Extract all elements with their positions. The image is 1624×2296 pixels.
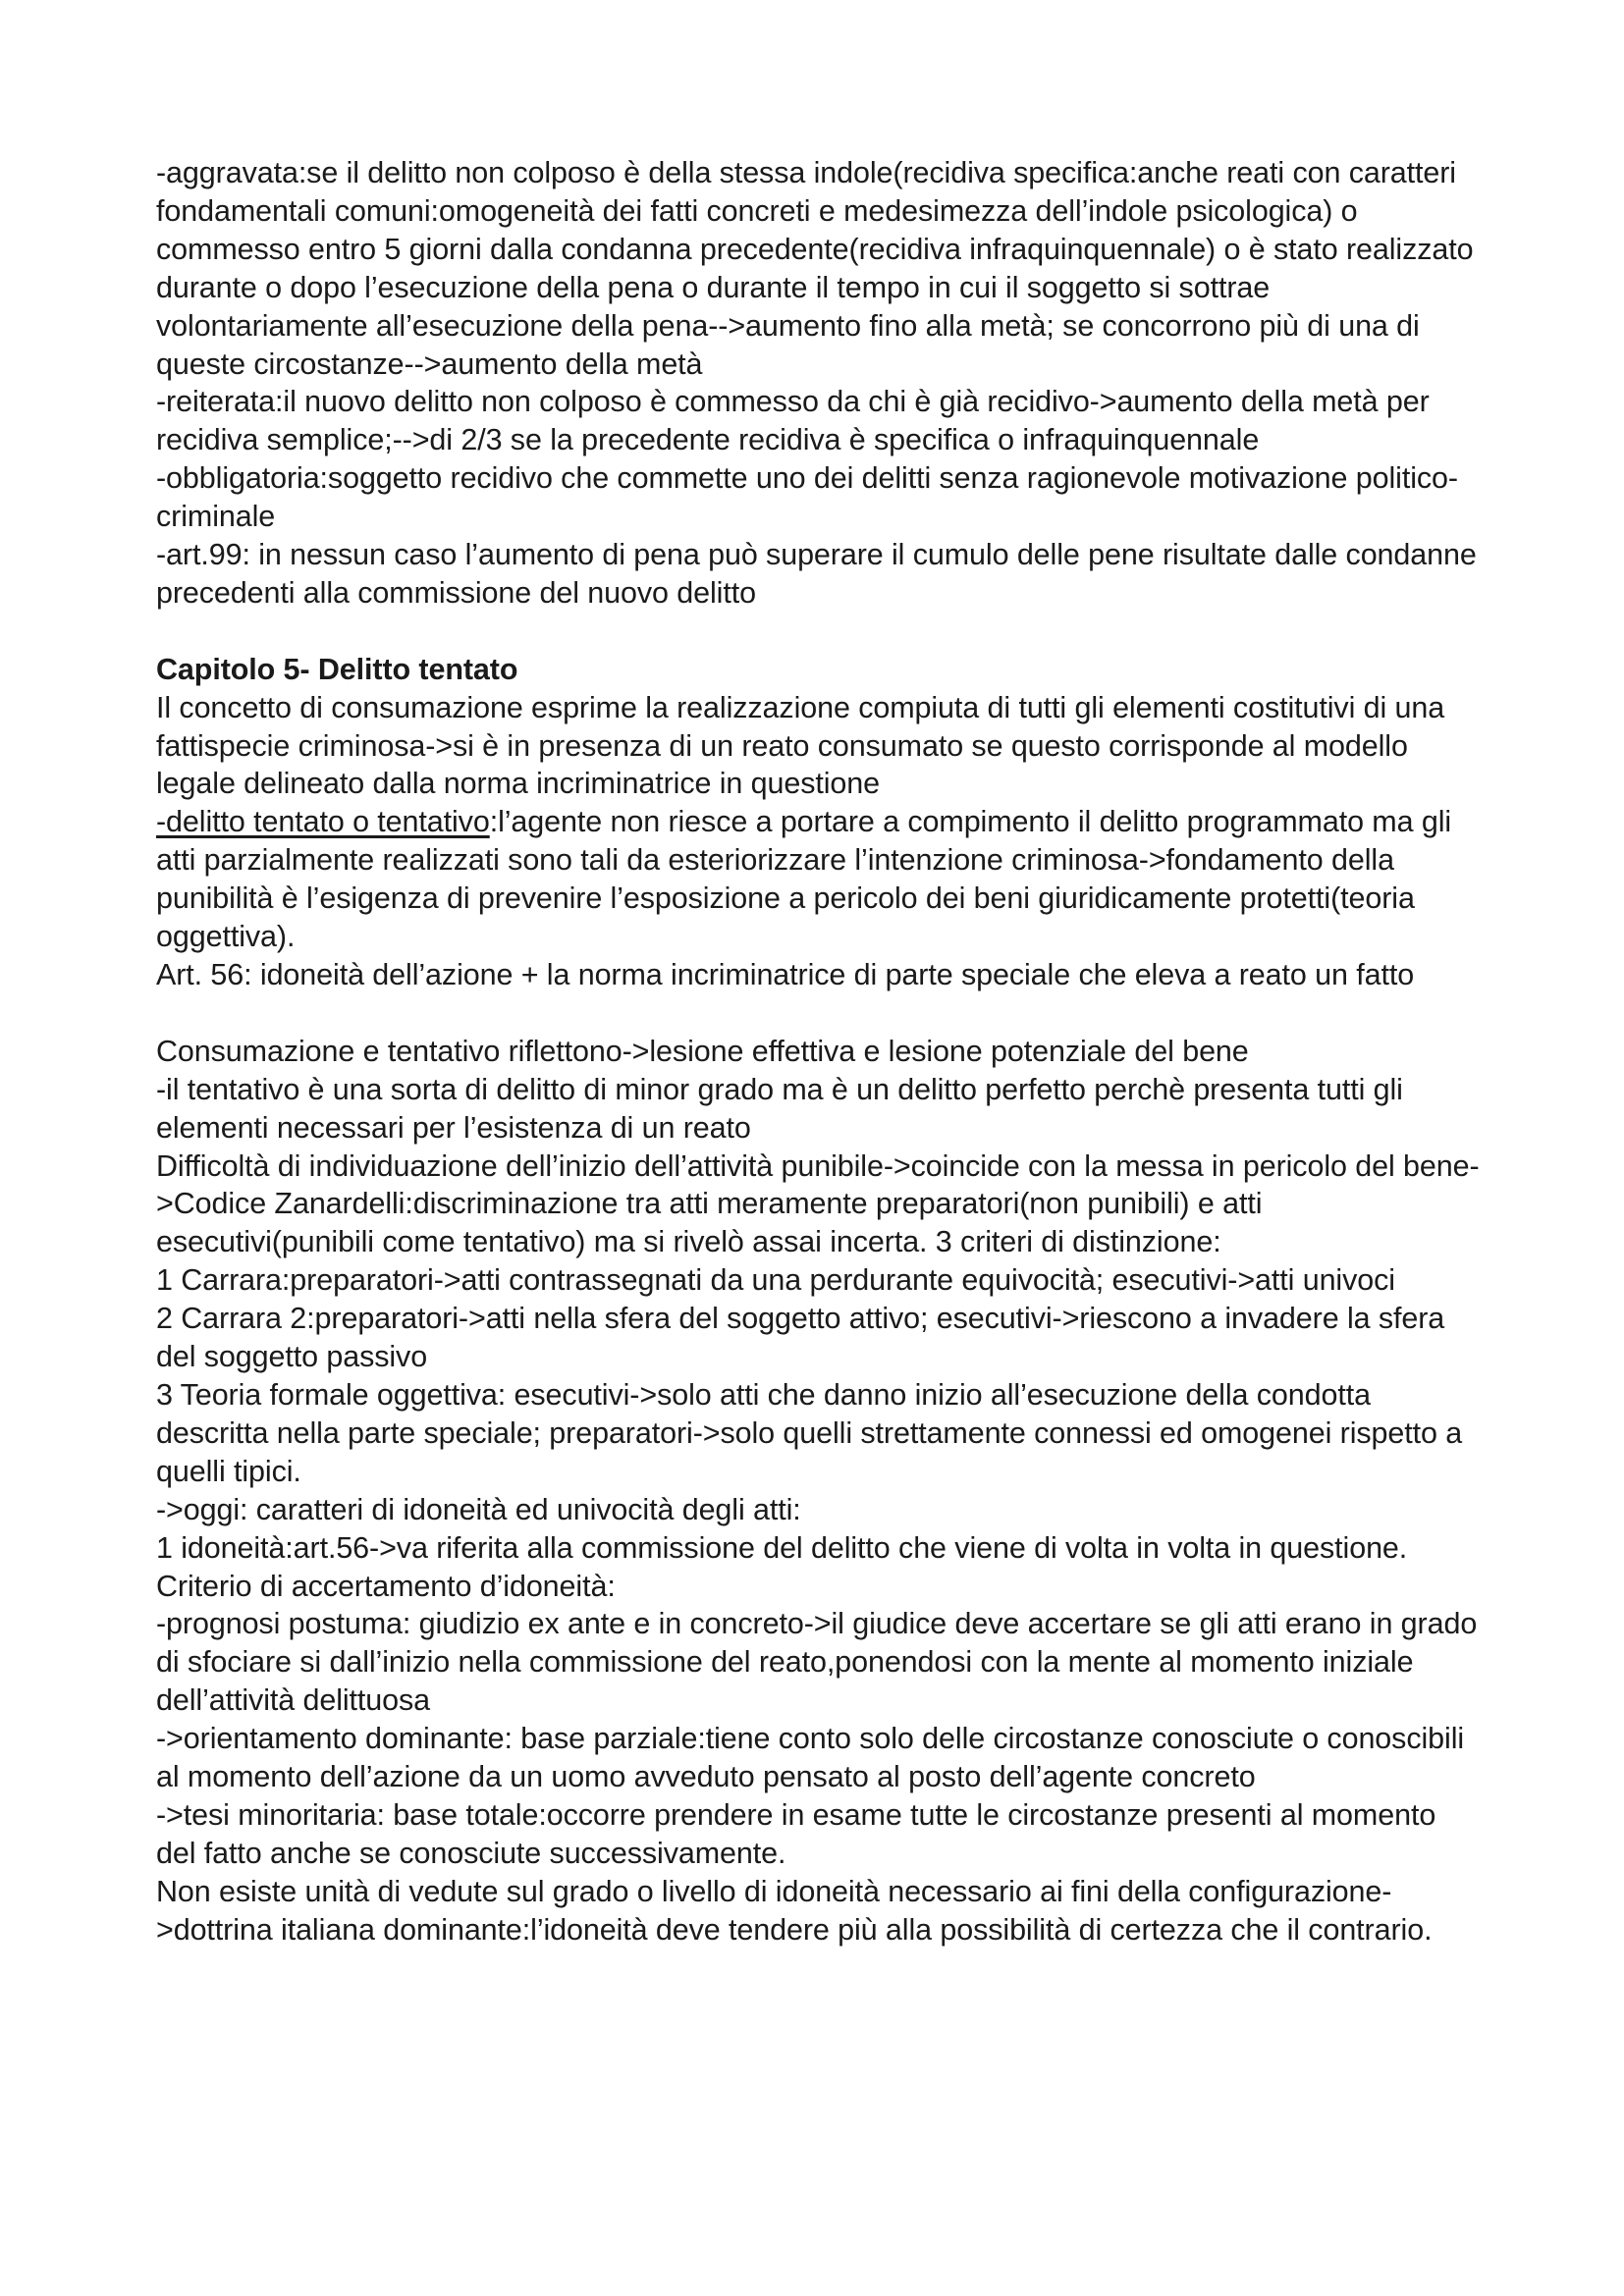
criterion-2: 2 Carrara 2:preparatori->atti nella sfera del soggetto attivo; esecutivi->riescono a invadere la sfera del soggetto passivo [156, 1302, 1445, 1374]
paragraph-art-99: -art.99: in nessun caso l’aumento di pena può superare il cumulo delle pene risultate dalle condanne precedenti alla commissione del nuovo delitto [156, 538, 1477, 610]
paragraph-tesi-minoritaria: ->tesi minoritaria: base totale:occorre prendere in esame tutte le circostanze presenti al momento del fatto anche se conosciute successivamente. [156, 1797, 1436, 1870]
paragraph-consumazione-tentativo: Consumazione e tentativo riflettono->lesione effettiva e lesione potenziale del bene [156, 1034, 1249, 1068]
criterion-1: 1 Carrara:preparatori->atti contrassegnati da una perdurante equivocità; esecutivi->atti univoci [156, 1263, 1395, 1298]
paragraph-delitto-tentato [156, 803, 1482, 956]
paragraph-unita-vedute: Non esiste unità di vedute sul grado o livello di idoneità necessario ai fini della configurazione->dottrina italiana dominante:l’idoneità deve tendere più alla possibilità di certezza che il contrario. [156, 1874, 1433, 1947]
paragraph-idoneita: 1 idoneità:art.56->va riferita alla commissione del delitto che viene di volta in volta in questione. Criterio di accertamento d’idoneità: [156, 1530, 1408, 1603]
paragraph-recidiva-obbligatoria: -obbligatoria:soggetto recidivo che commette uno dei delitti senza ragionevole motivazione politico-criminale [156, 461, 1458, 534]
paragraph-prognosi-postuma: -prognosi postuma: giudizio ex ante e in concreto->il giudice deve accertare se gli atti erano in grado di sfociare si dall’inizio nella commissione del reato,ponendosi con la mente al momento iniziale dell’attività delittuosa [156, 1607, 1478, 1718]
criterion-3: 3 Teoria formale oggettiva: esecutivi->solo atti che danno inizio all’esecuzione della condotta descritta nella parte speciale; preparatori->solo quelli strettamente connessi ed omogenei rispetto a quelli tipici. [156, 1377, 1463, 1488]
paragraph-consumazione: Il concetto di consumazione esprime la realizzazione compiuta di tutti gli elementi costitutivi di una fattispecie criminosa->si è in presenza di un reato consumato se questo corrisponde al modello legale delineato dalla norma incriminatrice in questione [156, 690, 1445, 801]
paragraph-art-56: Art. 56: idoneità dell’azione + la norma incriminatrice di parte speciale che eleva a reato un fatto [156, 958, 1415, 992]
definition-delitto-tentato: :l’agente non riesce a portare a compimento il delitto programmato ma gli atti parzialmente realizzati sono tali da esteriorizzare l’intenzione criminosa->fondamento della punibilità è l’esigenza di prevenire l’esposizione a pericolo dei beni giuridicamente protetti(teoria oggettiva). [156, 805, 1452, 954]
blank-line [156, 613, 1482, 651]
chapter-heading: Capitolo 5- Delitto tentato [156, 652, 518, 686]
paragraph-orientamento-dominante: ->orientamento dominante: base parziale:tiene conto solo delle circostanze conosciute o conoscibili al momento dell’azione da un uomo avveduto pensato al posto dell’agente concreto [156, 1722, 1465, 1794]
blank-line [156, 994, 1482, 1033]
paragraph-oggi: ->oggi: caratteri di idoneità ed univocità degli atti: [156, 1492, 801, 1526]
paragraph-difficolta: Difficoltà di individuazione dell’inizio dell’attività punibile->coincide con la messa in pericolo del bene->Codice Zanardelli:discriminazione tra atti meramente preparatori(non punibili) e atti esecutivi(punibili come tentativo) ma si rivelò assai incerta. 3 criteri di distinzione: [156, 1148, 1480, 1259]
paragraph-minor-grado: -il tentativo è una sorta di delitto di minor grado ma è un delitto perfetto perchè presenta tutti gli elementi necessari per l’esistenza di un reato [156, 1072, 1403, 1145]
paragraph-recidiva-reiterata: -reiterata:il nuovo delitto non colposo è commesso da chi è già recidivo->aumento della metà per recidiva semplice;-->di 2/3 se la precedente recidiva è specifica o infraquinquennale [156, 385, 1430, 457]
paragraph-recidiva-aggravata: -aggravata:se il delitto non colposo è della stessa indole(recidiva specifica:anche reati con caratteri fondamentali comuni:omogeneità dei fatti concreti e medesimezza dell’indole psicologica) o commesso entro 5 giorni dalla condanna precedente(recidiva infraquinquennale) o è stato realizzato durante o dopo l’esecuzione della pena o durante il tempo in cui il soggetto si sottrae volontariamente all’esecuzione della pena-->aumento fino alla metà; se concorrono più di una di queste circostanze-->aumento della metà [156, 156, 1474, 381]
term-delitto-tentato: -delitto tentato o tentativo [156, 805, 490, 839]
document-body [156, 154, 1482, 1949]
